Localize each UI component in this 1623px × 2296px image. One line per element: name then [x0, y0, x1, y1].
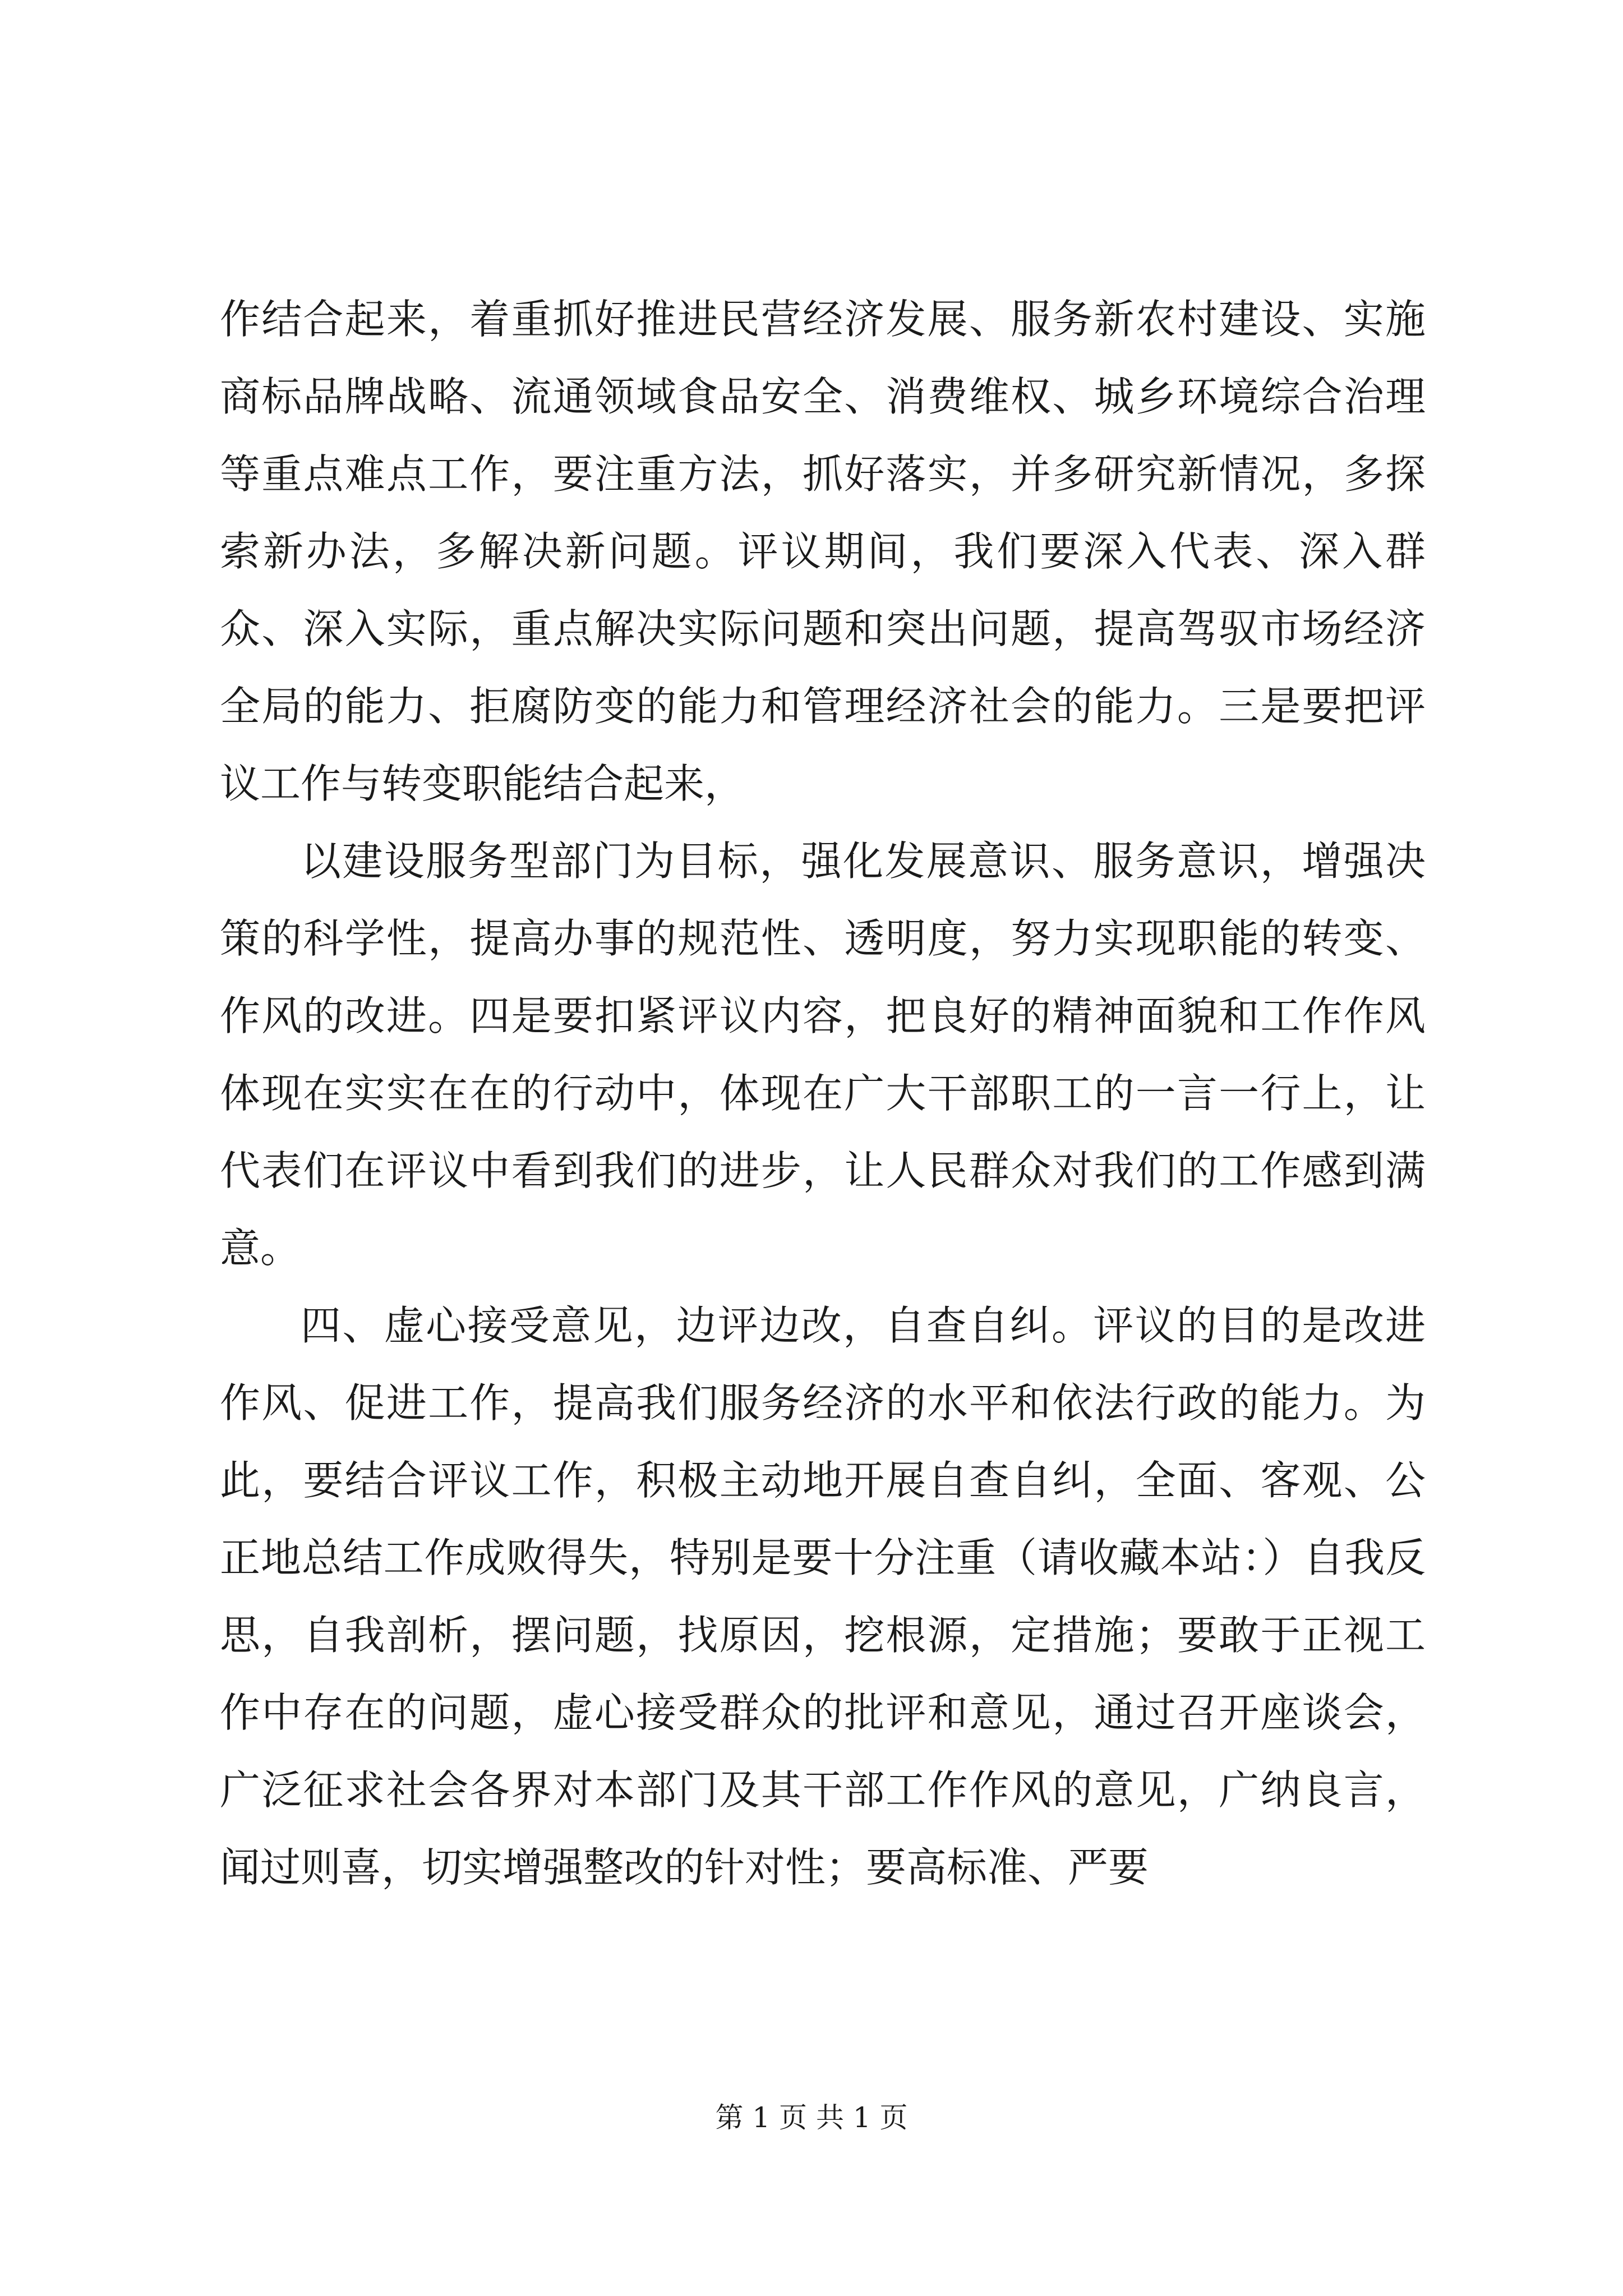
document-body — [220, 280, 1426, 1906]
page-footer: 第 1 页 共 1 页 — [715, 2101, 908, 2134]
paragraph-3: 四、虚心接受意见，边评边改，自查自纠。评议的目的是改进作风、促进工作，提高我们服务经济的水平和依法行政的能力。为此，要结合评议工作，积极主动地开展自查自纠，全面、客观、公正地总结工作成败得失，特别是要十分注重（请收藏本站：）自我反思，自我剖析，摆问题，找原因，挖根源，定措施；要敢于正视工作中存在的问题，虚心接受群众的批评和意见，通过召开座谈会，广泛征求社会各界对本部门及其干部工作作风的意见，广纳良言，闻过则喜，切实增强整改的针对性；要高标准、严要 — [220, 1302, 1426, 1891]
paragraph-1: 作结合起来，着重抓好推进民营经济发展、服务新农村建设、实施商标品牌战略、流通领域食品安全、消费维权、城乡环境综合治理等重点难点工作，要注重方法，抓好落实，并多研究新情况，多探索新办法，多解决新问题。评议期间，我们要深入代表、深入群众、深入实际，重点解决实际问题和突出问题，提高驾驭市场经济全局的能力、拒腐防变的能力和管理经济社会的能力。三是要把评议工作与转变职能结合起来， — [220, 296, 1426, 807]
paragraph-2: 以建设服务型部门为目标，强化发展意识、服务意识，增强决策的科学性，提高办事的规范性、透明度，努力实现职能的转变、作风的改进。四是要扣紧评议内容，把良好的精神面貌和工作作风体现在实实在在的行动中，体现在广大干部职工的一言一行上，让代表们在评议中看到我们的进步，让人民群众对我们的工作感到满意。 — [220, 838, 1426, 1272]
